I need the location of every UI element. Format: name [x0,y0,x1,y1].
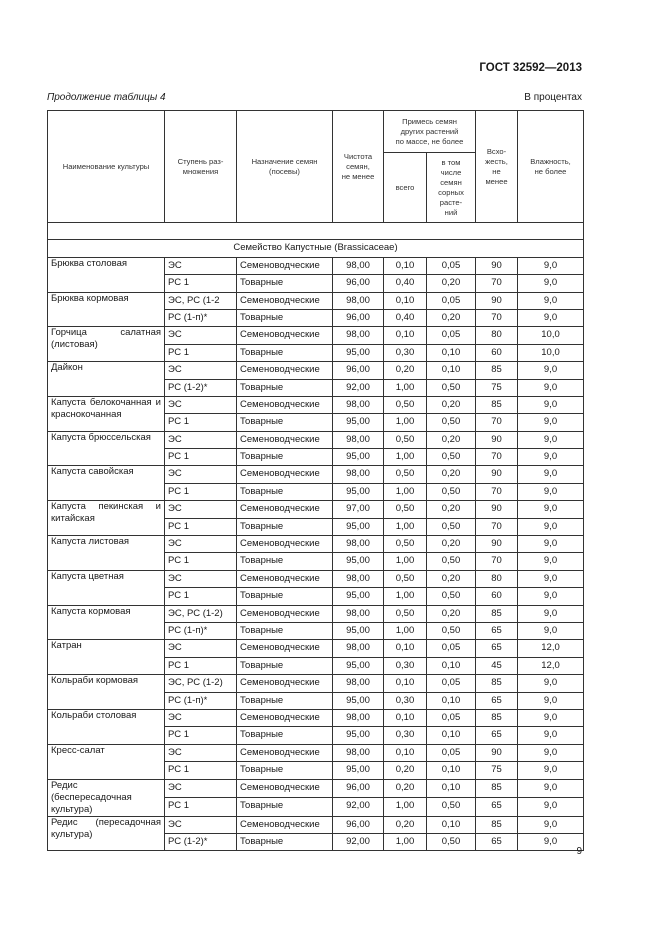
moisture-cell: 12,0 [518,657,584,674]
purpose-cell: Семеноводческие [237,327,333,344]
stage-cell: ЭС [165,396,237,413]
header-purpose: Назначение семян (посевы) [237,111,333,223]
purpose-cell: Товарные [237,344,333,361]
crop-name-cell: Катран [48,640,165,675]
purity-cell: 98,00 [333,709,384,726]
moisture-cell: 9,0 [518,466,584,483]
purpose-cell: Товарные [237,588,333,605]
purpose-cell: Семеноводческие [237,536,333,553]
purpose-cell: Семеноводческие [237,396,333,413]
purpose-cell: Семеноводческие [237,744,333,761]
header-name: Наименование культуры [48,111,165,223]
purity-cell: 98,00 [333,640,384,657]
moisture-cell: 9,0 [518,518,584,535]
germination-cell: 65 [476,833,518,850]
purpose-cell: Товарные [237,553,333,570]
germination-cell: 85 [476,816,518,833]
crop-name-cell: Капуста кормовая [48,605,165,640]
purpose-cell: Семеноводческие [237,292,333,309]
stage-cell: ЭС [165,709,237,726]
germination-cell: 90 [476,536,518,553]
table-row [48,675,584,692]
moisture-cell: 9,0 [518,275,584,292]
admixture-total-cell: 1,00 [384,449,427,466]
table-row [48,431,584,448]
purity-cell: 95,00 [333,414,384,431]
admixture-weeds-cell: 0,50 [427,379,476,396]
purity-cell: 95,00 [333,657,384,674]
moisture-cell: 9,0 [518,483,584,500]
germination-cell: 70 [476,483,518,500]
purpose-cell: Товарные [237,692,333,709]
stage-cell: РС 1 [165,518,237,535]
moisture-cell: 9,0 [518,779,584,798]
admixture-weeds-cell: 0,05 [427,744,476,761]
header-purity: Чистота семян, не менее [333,111,384,223]
stage-cell: ЭС, РС (1-2) [165,605,237,622]
header-stage: Ступень раз- множения [165,111,237,223]
family-row [48,240,584,257]
admixture-total-cell: 1,00 [384,833,427,850]
purpose-cell: Семеноводческие [237,640,333,657]
admixture-weeds-cell: 0,10 [427,762,476,779]
admixture-total-cell: 0,10 [384,257,427,274]
purpose-cell: Семеноводческие [237,501,333,518]
purity-cell: 96,00 [333,779,384,798]
admixture-total-cell: 1,00 [384,798,427,817]
moisture-cell: 9,0 [518,257,584,274]
purity-cell: 97,00 [333,501,384,518]
header-admixture-total: всего [384,153,427,223]
crop-name-cell: Горчица салатная (листовая) [48,327,165,362]
moisture-cell: 9,0 [518,396,584,413]
stage-cell: ЭС [165,466,237,483]
purity-cell: 92,00 [333,798,384,817]
purity-cell: 98,00 [333,675,384,692]
purity-cell: 98,00 [333,536,384,553]
purpose-cell: Семеноводческие [237,257,333,274]
stage-cell: РС 1 [165,588,237,605]
moisture-cell: 9,0 [518,816,584,833]
purity-cell: 92,00 [333,833,384,850]
stage-cell: РС (1-2)* [165,833,237,850]
crop-name-cell: Капуста брюссельская [48,431,165,466]
moisture-cell: 9,0 [518,536,584,553]
purpose-cell: Семеноводческие [237,779,333,798]
purity-cell: 95,00 [333,622,384,639]
moisture-cell: 9,0 [518,379,584,396]
stage-cell: РС 1 [165,449,237,466]
purpose-cell: Семеноводческие [237,605,333,622]
admixture-weeds-cell: 0,05 [427,709,476,726]
stage-cell: РС 1 [165,344,237,361]
moisture-cell: 9,0 [518,675,584,692]
admixture-weeds-cell: 0,50 [427,798,476,817]
purity-cell: 95,00 [333,518,384,535]
admixture-weeds-cell: 0,05 [427,675,476,692]
moisture-cell: 9,0 [518,692,584,709]
purity-cell: 98,00 [333,744,384,761]
admixture-weeds-cell: 0,20 [427,309,476,326]
stage-cell: РС (1-п)* [165,309,237,326]
moisture-cell: 9,0 [518,622,584,639]
admixture-weeds-cell: 0,20 [427,570,476,587]
germination-cell: 65 [476,640,518,657]
purity-cell: 96,00 [333,309,384,326]
moisture-cell: 9,0 [518,362,584,379]
admixture-weeds-cell: 0,20 [427,536,476,553]
table-row [48,362,584,379]
table-row [48,779,584,798]
moisture-cell: 9,0 [518,833,584,850]
admixture-weeds-cell: 0,10 [427,727,476,744]
stage-cell: ЭС, РС (1-2) [165,675,237,692]
table-row [48,536,584,553]
crop-name-cell: Кольраби столовая [48,709,165,744]
admixture-weeds-cell: 0,05 [427,257,476,274]
stage-cell: ЭС [165,257,237,274]
admixture-weeds-cell: 0,20 [427,431,476,448]
purity-cell: 95,00 [333,449,384,466]
crop-name-cell: Кресс-салат [48,744,165,779]
stage-cell: РС (1-п)* [165,692,237,709]
purpose-cell: Товарные [237,798,333,817]
purpose-cell: Товарные [237,449,333,466]
moisture-cell: 9,0 [518,727,584,744]
germination-cell: 65 [476,622,518,639]
germination-cell: 70 [476,553,518,570]
purity-cell: 95,00 [333,553,384,570]
admixture-total-cell: 0,10 [384,675,427,692]
purity-cell: 98,00 [333,396,384,413]
germination-cell: 90 [476,292,518,309]
purpose-cell: Товарные [237,518,333,535]
crop-name-cell: Капуста цветная [48,570,165,605]
purity-cell: 92,00 [333,379,384,396]
table-caption: Продолжение таблицы 4 [47,92,166,103]
stage-cell: РС 1 [165,798,237,817]
admixture-total-cell: 1,00 [384,588,427,605]
purpose-cell: Семеноводческие [237,709,333,726]
table-row [48,396,584,413]
germination-cell: 85 [476,709,518,726]
stage-cell: ЭС, РС (1-2 [165,292,237,309]
purpose-cell: Семеноводческие [237,362,333,379]
crop-name-cell: Редис (беспересадочная культура) [48,779,165,816]
admixture-weeds-cell: 0,05 [427,640,476,657]
admixture-total-cell: 0,40 [384,275,427,292]
moisture-cell: 9,0 [518,605,584,622]
moisture-cell: 12,0 [518,640,584,657]
stage-cell: РС (1-2)* [165,379,237,396]
admixture-total-cell: 0,50 [384,431,427,448]
crop-name-cell: Редис (пересадочная культура) [48,816,165,851]
crop-name-cell: Кольраби кормовая [48,675,165,710]
germination-cell: 90 [476,501,518,518]
crop-name-cell: Капуста листовая [48,536,165,571]
purpose-cell: Товарные [237,483,333,500]
germination-cell: 85 [476,779,518,798]
germination-cell: 70 [476,309,518,326]
admixture-weeds-cell: 0,10 [427,657,476,674]
moisture-cell: 9,0 [518,292,584,309]
purpose-cell: Семеноводческие [237,675,333,692]
germination-cell: 80 [476,327,518,344]
admixture-weeds-cell: 0,50 [427,588,476,605]
admixture-total-cell: 0,20 [384,362,427,379]
header-admixture: Примесь семян других растений по массе, не более [384,111,476,153]
admixture-weeds-cell: 0,50 [427,622,476,639]
admixture-weeds-cell: 0,10 [427,344,476,361]
stage-cell: ЭС [165,570,237,587]
germination-cell: 70 [476,449,518,466]
admixture-weeds-cell: 0,10 [427,816,476,833]
admixture-total-cell: 1,00 [384,622,427,639]
stage-cell: РС (1-п)* [165,622,237,639]
purity-cell: 95,00 [333,727,384,744]
germination-cell: 85 [476,675,518,692]
admixture-weeds-cell: 0,05 [427,292,476,309]
moisture-cell: 9,0 [518,449,584,466]
germination-cell: 65 [476,727,518,744]
purity-cell: 98,00 [333,431,384,448]
admixture-weeds-cell: 0,50 [427,414,476,431]
table-row [48,292,584,309]
germination-cell: 90 [476,466,518,483]
table-row [48,816,584,833]
moisture-cell: 9,0 [518,744,584,761]
germination-cell: 70 [476,414,518,431]
stage-cell: ЭС [165,327,237,344]
purpose-cell: Товарные [237,622,333,639]
purpose-cell: Товарные [237,275,333,292]
admixture-weeds-cell: 0,50 [427,449,476,466]
moisture-cell: 9,0 [518,570,584,587]
admixture-total-cell: 0,50 [384,501,427,518]
purpose-cell: Семеноводческие [237,431,333,448]
admixture-total-cell: 0,50 [384,570,427,587]
admixture-weeds-cell: 0,10 [427,692,476,709]
germination-cell: 60 [476,588,518,605]
admixture-weeds-cell: 0,50 [427,483,476,500]
purity-cell: 98,00 [333,570,384,587]
admixture-weeds-cell: 0,10 [427,362,476,379]
admixture-weeds-cell: 0,50 [427,833,476,850]
germination-cell: 45 [476,657,518,674]
germination-cell: 65 [476,798,518,817]
admixture-total-cell: 0,50 [384,536,427,553]
admixture-total-cell: 1,00 [384,379,427,396]
purity-cell: 95,00 [333,762,384,779]
table-row [48,709,584,726]
stage-cell: РС 1 [165,657,237,674]
table-units: В процентах [524,92,582,103]
admixture-total-cell: 0,10 [384,327,427,344]
family-label: Семейство Капустные (Brassicaceae) [48,240,584,257]
purity-cell: 98,00 [333,605,384,622]
moisture-cell: 9,0 [518,762,584,779]
purpose-cell: Товарные [237,414,333,431]
header-germination: Всхо- жесть, не менее [476,111,518,223]
admixture-total-cell: 1,00 [384,553,427,570]
moisture-cell: 9,0 [518,501,584,518]
stage-cell: РС 1 [165,727,237,744]
germination-cell: 90 [476,744,518,761]
stage-cell: РС 1 [165,553,237,570]
stage-cell: ЭС [165,431,237,448]
admixture-total-cell: 0,50 [384,605,427,622]
admixture-total-cell: 1,00 [384,483,427,500]
crop-name-cell: Капуста савойская [48,466,165,501]
page-number: 9 [576,846,582,857]
admixture-weeds-cell: 0,05 [427,327,476,344]
germination-cell: 60 [476,344,518,361]
crop-name-cell: Капуста пекинская и китайская [48,501,165,536]
admixture-total-cell: 0,50 [384,396,427,413]
admixture-total-cell: 0,10 [384,709,427,726]
germination-cell: 75 [476,379,518,396]
germination-cell: 90 [476,257,518,274]
admixture-weeds-cell: 0,20 [427,396,476,413]
purpose-cell: Семеноводческие [237,570,333,587]
purity-cell: 98,00 [333,257,384,274]
purity-cell: 98,00 [333,466,384,483]
stage-cell: РС 1 [165,414,237,431]
moisture-cell: 9,0 [518,414,584,431]
moisture-cell: 9,0 [518,798,584,817]
purity-cell: 95,00 [333,483,384,500]
moisture-cell: 9,0 [518,431,584,448]
document-code: ГОСТ 32592—2013 [479,62,582,74]
crop-name-cell: Брюква столовая [48,257,165,292]
table-row [48,327,584,344]
purity-cell: 96,00 [333,816,384,833]
purpose-cell: Товарные [237,379,333,396]
purity-cell: 95,00 [333,344,384,361]
germination-cell: 90 [476,431,518,448]
admixture-total-cell: 0,50 [384,466,427,483]
seed-quality-table [47,110,584,851]
purity-cell: 98,00 [333,327,384,344]
germination-cell: 85 [476,605,518,622]
admixture-weeds-cell: 0,20 [427,466,476,483]
admixture-weeds-cell: 0,20 [427,501,476,518]
admixture-total-cell: 0,30 [384,657,427,674]
stage-cell: РС 1 [165,275,237,292]
crop-name-cell: Брюква кормовая [48,292,165,327]
moisture-cell: 9,0 [518,309,584,326]
germination-cell: 75 [476,762,518,779]
crop-name-cell: Капуста белокочанная и краснокочанная [48,396,165,431]
admixture-total-cell: 0,20 [384,816,427,833]
stage-cell: ЭС [165,640,237,657]
moisture-cell: 9,0 [518,553,584,570]
admixture-weeds-cell: 0,50 [427,518,476,535]
table-row [48,640,584,657]
header-admixture-weeds: в том числе семян сорных расте- ний [427,153,476,223]
admixture-weeds-cell: 0,50 [427,553,476,570]
moisture-cell: 9,0 [518,588,584,605]
purity-cell: 96,00 [333,275,384,292]
table-row [48,605,584,622]
purity-cell: 95,00 [333,692,384,709]
admixture-weeds-cell: 0,10 [427,779,476,798]
purpose-cell: Товарные [237,309,333,326]
stage-cell: ЭС [165,501,237,518]
stage-cell: ЭС [165,536,237,553]
admixture-total-cell: 0,30 [384,692,427,709]
admixture-total-cell: 1,00 [384,414,427,431]
purity-cell: 95,00 [333,588,384,605]
purity-cell: 98,00 [333,292,384,309]
germination-cell: 85 [476,362,518,379]
header-moisture: Влажность, не более [518,111,584,223]
moisture-cell: 9,0 [518,709,584,726]
header-spacer-row [48,223,584,240]
admixture-total-cell: 0,10 [384,744,427,761]
stage-cell: ЭС [165,816,237,833]
purpose-cell: Товарные [237,657,333,674]
moisture-cell: 10,0 [518,344,584,361]
table-row [48,466,584,483]
purpose-cell: Семеноводческие [237,466,333,483]
stage-cell: ЭС [165,779,237,798]
purity-cell: 96,00 [333,362,384,379]
table-row [48,501,584,518]
admixture-total-cell: 0,40 [384,309,427,326]
admixture-total-cell: 1,00 [384,518,427,535]
purpose-cell: Товарные [237,727,333,744]
stage-cell: РС 1 [165,483,237,500]
admixture-total-cell: 0,30 [384,344,427,361]
purpose-cell: Товарные [237,833,333,850]
stage-cell: РС 1 [165,762,237,779]
purpose-cell: Товарные [237,762,333,779]
admixture-total-cell: 0,20 [384,762,427,779]
admixture-total-cell: 0,20 [384,779,427,798]
admixture-total-cell: 0,10 [384,640,427,657]
germination-cell: 80 [476,570,518,587]
admixture-total-cell: 0,30 [384,727,427,744]
admixture-total-cell: 0,10 [384,292,427,309]
moisture-cell: 10,0 [518,327,584,344]
stage-cell: ЭС [165,362,237,379]
stage-cell: ЭС [165,744,237,761]
admixture-weeds-cell: 0,20 [427,275,476,292]
purpose-cell: Семеноводческие [237,816,333,833]
crop-name-cell: Дайкон [48,362,165,397]
germination-cell: 70 [476,275,518,292]
germination-cell: 65 [476,692,518,709]
table-row [48,257,584,274]
germination-cell: 70 [476,518,518,535]
table-row [48,744,584,761]
germination-cell: 85 [476,396,518,413]
admixture-weeds-cell: 0,20 [427,605,476,622]
table-row [48,570,584,587]
